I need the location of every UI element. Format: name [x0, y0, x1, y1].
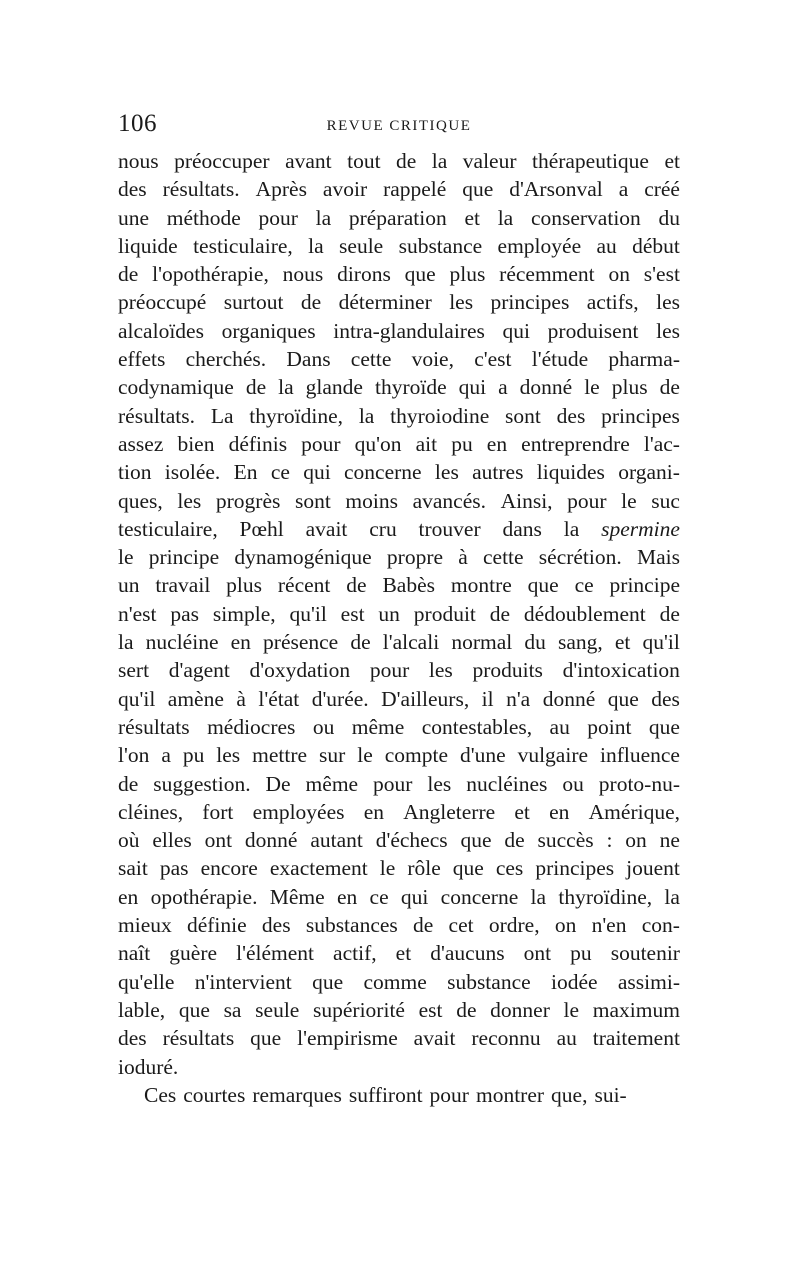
text-line: sait pas encore exactement le rôle que ces principes jouent: [118, 856, 680, 881]
text-line: en opothérapie. Même en ce qui concerne la thyroïdine, la: [118, 884, 680, 909]
text-line: ioduré.: [118, 1054, 179, 1079]
text-line: naît guère l'élément actif, et d'aucuns ont pu soutenir: [118, 941, 680, 966]
text-line: assez bien définis pour qu'on ait pu en entreprendre l'ac-: [118, 431, 680, 456]
text-line: n'est pas simple, qu'il est un produit de dédoublement de: [118, 601, 680, 626]
text-line: codynamique de la glande thyroïde qui a donné le plus de: [118, 375, 680, 400]
text-line: des résultats que l'empirisme avait reconnu au traitement: [118, 1026, 680, 1051]
text-line: le principe dynamogénique propre à cette sécrétion. Mais: [118, 545, 680, 570]
text-line: testiculaire, Pœhl avait cru trouver dans la spermine: [118, 516, 680, 541]
body-text: [118, 147, 680, 1109]
text-line: un travail plus récent de Babès montre que ce principe: [118, 573, 680, 598]
paragraph: [118, 1081, 680, 1109]
text-line: de l'opothérapie, nous dirons que plus récemment on s'est: [118, 262, 680, 287]
text-line: préoccupé surtout de déterminer les principes actifs, les: [118, 290, 680, 315]
text-line: cléines, fort employées en Angleterre et en Amérique,: [118, 799, 680, 824]
text-line: Ces courtes remarques suffiront pour montrer que, sui-: [144, 1082, 627, 1107]
page-number: 106: [118, 110, 157, 137]
text-line: une méthode pour la préparation et la conservation du: [118, 205, 680, 230]
text-line: la nucléine en présence de l'alcali normal du sang, et qu'il: [118, 630, 680, 655]
text-line: effets cherchés. Dans cette voie, c'est l'étude pharma-: [118, 347, 680, 372]
text-line: résultats médiocres ou même contestables, au point que: [118, 714, 680, 739]
text-line: qu'elle n'intervient que comme substance iodée assimi-: [118, 969, 680, 994]
paragraph: [118, 147, 680, 1081]
text-line: lable, que sa seule supériorité est de donner le maximum: [118, 997, 680, 1022]
text-line: résultats. La thyroïdine, la thyroiodine sont des principes: [118, 403, 680, 428]
text-line: sert d'agent d'oxydation pour les produits d'intoxication: [118, 658, 680, 683]
text-line: liquide testiculaire, la seule substance employée au début: [118, 233, 680, 258]
text-line: ques, les progrès sont moins avancés. Ainsi, pour le suc: [118, 488, 680, 513]
running-head: [118, 110, 680, 140]
text-line: nous préoccuper avant tout de la valeur thérapeutique et: [118, 149, 680, 173]
text-line: alcaloïdes organiques intra-glandulaires qui produisent les: [118, 318, 680, 343]
text-line: l'on a pu les mettre sur le compte d'une vulgaire influence: [118, 743, 680, 768]
text-line: tion isolée. En ce qui concerne les autres liquides organi-: [118, 460, 680, 485]
text-line: qu'il amène à l'état d'urée. D'ailleurs, il n'a donné que des: [118, 686, 680, 711]
text-line: où elles ont donné autant d'échecs que de succès : on ne: [118, 828, 680, 853]
text-line: mieux définie des substances de cet ordre, on n'en con-: [118, 913, 680, 938]
running-title: REVUE CRITIQUE: [326, 118, 472, 134]
text-line: des résultats. Après avoir rappelé que d'Arsonval a créé: [118, 177, 680, 202]
text-line: de suggestion. De même pour les nucléines ou proto-nu-: [118, 771, 680, 796]
